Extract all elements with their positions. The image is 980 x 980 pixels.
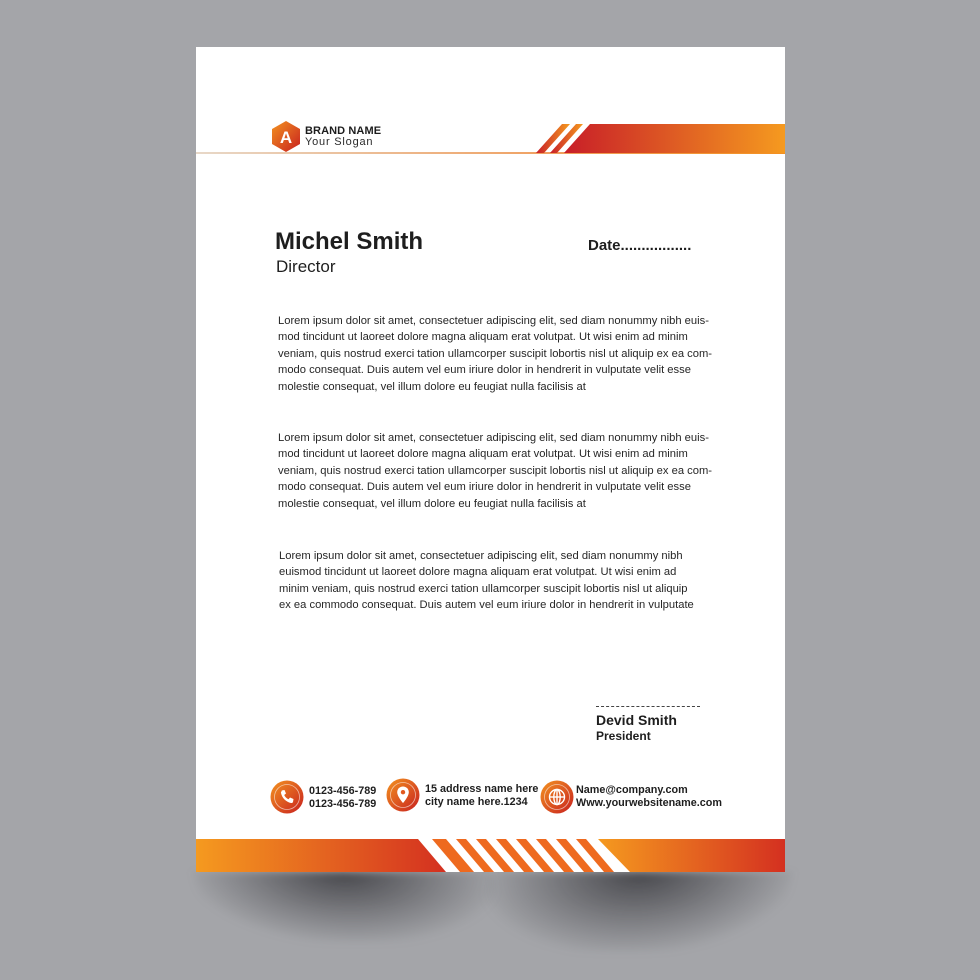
contact-address bbox=[425, 783, 538, 809]
paragraph-line: modo consequat. Duis autem vel eum iriure dolor in hendrerit in vulputate velit esse bbox=[278, 481, 691, 494]
paragraph-line: minim veniam, quis nostrud exerci tation ullamcorper suscipit lobortis nisl ut aliquip bbox=[279, 582, 688, 595]
signer-name: Devid Smith bbox=[596, 712, 677, 728]
shadow-right bbox=[471, 872, 793, 952]
paragraph-line: veniam, quis nostrud exerci tation ullamcorper suscipit lobortis nisl ut aliquip ex ea com- bbox=[278, 464, 713, 477]
paragraph-line: molestie consequat, vel illum dolore eu feugiat nulla facilisis at bbox=[278, 380, 586, 393]
paragraph-line: mod tincidunt ut laoreet dolore magna aliquam erat volutpat. Ut wisi enim ad minim bbox=[278, 331, 688, 344]
footer-stripe-band bbox=[196, 839, 785, 872]
paragraph-line: veniam, quis nostrud exerci tation ullamcorper suscipit lobortis nisl ut aliquip ex ea com- bbox=[278, 347, 713, 360]
contact-phone bbox=[309, 785, 376, 811]
paragraph-line: molestie consequat, vel illum dolore eu feugiat nulla facilisis at bbox=[278, 497, 586, 510]
phone-number-2: 0123-456-789 bbox=[309, 798, 377, 810]
sender-name: Michel Smith bbox=[275, 228, 424, 255]
email-address: Name@company.com bbox=[576, 784, 688, 796]
paragraph-line: Lorem ipsum dolor sit amet, consectetuer adipiscing elit, sed diam nonummy nibh euis- bbox=[278, 432, 709, 444]
body-paragraph-2 bbox=[278, 430, 713, 512]
paragraph-line: modo consequat. Duis autem vel eum iriure dolor in hendrerit in vulputate velit esse bbox=[278, 364, 691, 377]
contact-web bbox=[576, 784, 722, 810]
body-paragraph-3 bbox=[279, 548, 709, 614]
shadow-left bbox=[193, 872, 508, 942]
phone-number-1: 0123-456-789 bbox=[309, 785, 377, 797]
sender-title: Director bbox=[276, 257, 336, 276]
paragraph-line: Lorem ipsum dolor sit amet, consectetuer adipiscing elit, sed diam nonummy nibh euis- bbox=[278, 315, 709, 327]
address-line-2: city name here.1234 bbox=[425, 796, 528, 808]
body-paragraph-1 bbox=[278, 313, 713, 395]
phone-icon bbox=[270, 780, 304, 814]
brand-logo-letter: A bbox=[279, 128, 293, 147]
address-line-1: 15 address name here bbox=[425, 783, 539, 795]
header-stripe-band bbox=[536, 124, 785, 154]
brand-name: BRAND NAME bbox=[305, 125, 382, 137]
website-url: Www.yourwebsitename.com bbox=[576, 797, 722, 809]
letterhead-page bbox=[196, 47, 785, 872]
location-pin-icon bbox=[386, 778, 420, 812]
date-field: Date................. bbox=[588, 237, 692, 254]
brand-slogan: Your Slogan bbox=[305, 136, 374, 148]
paragraph-line: mod tincidunt ut laoreet dolore magna aliquam erat volutpat. Ut wisi enim ad minim bbox=[278, 448, 688, 461]
paragraph-line: ex ea commodo consequat. Duis autem vel eum iriure dolor in hendrerit in vulputate bbox=[279, 599, 694, 612]
signer-title: President bbox=[596, 729, 651, 743]
signature-line bbox=[596, 706, 700, 707]
brand-logo-icon bbox=[272, 121, 300, 152]
globe-icon bbox=[540, 780, 574, 814]
paragraph-line: euismod tincidunt ut laoreet dolore magna aliquam erat volutpat. Ut wisi enim ad bbox=[279, 566, 677, 579]
paragraph-line: Lorem ipsum dolor sit amet, consectetuer adipiscing elit, sed diam nonummy nibh bbox=[279, 550, 683, 562]
